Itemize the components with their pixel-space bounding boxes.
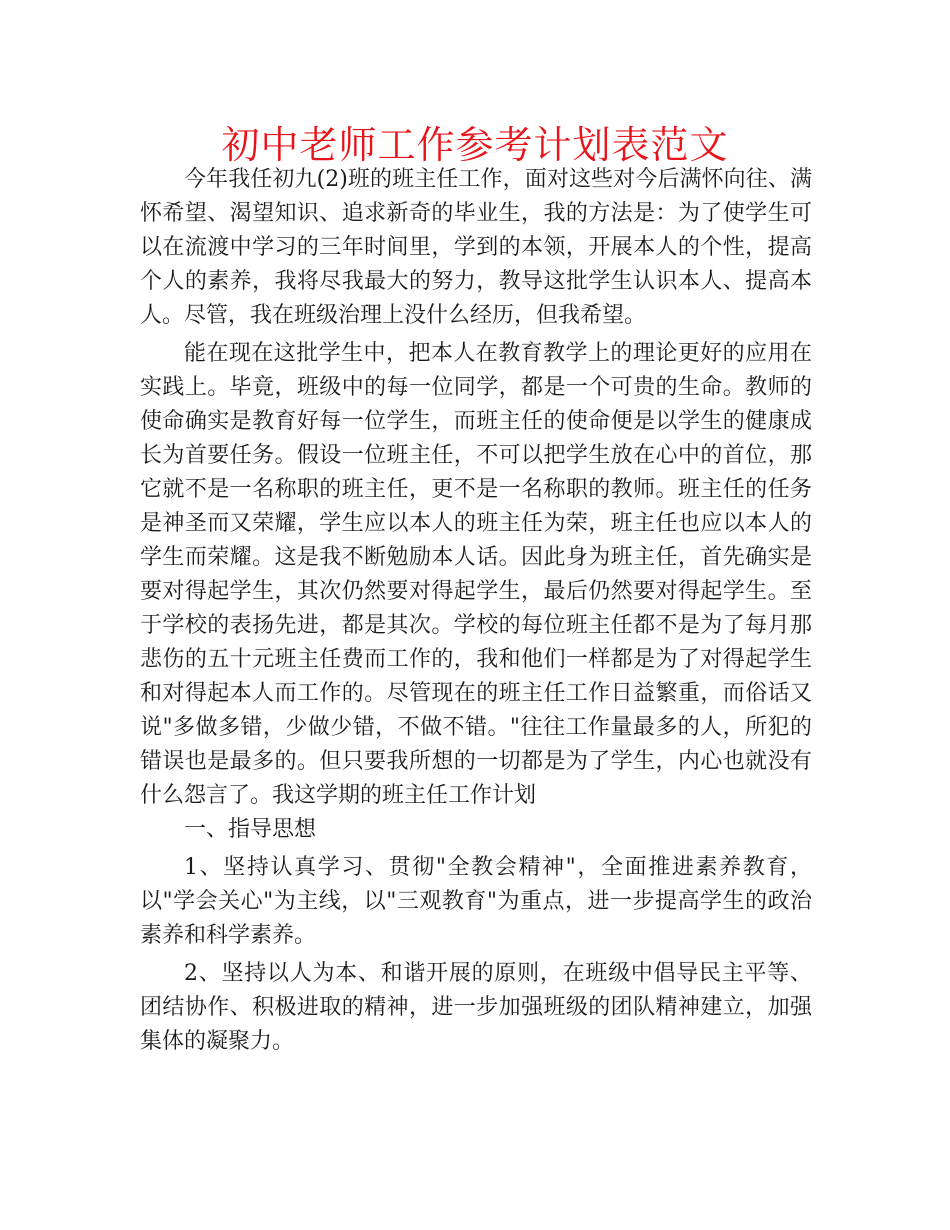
paragraph-mission: 能在现在这批学生中，把本人在教育教学上的理论更好的应用在实践上。毕竟，班级中的每一位同学，都是一个可贵的生命。教师的使命确实是教育好每一位学生，而班主任的使命便是以学生的健康成长为首要任务。假设一位班主任，不可以把学生放在心中的首位，那它就不是一名称职的班主任，更不是一名称职的教师。班主任的任务是神圣而又荣耀，学生应以本人的班主任为荣，班主任也应以本人的学生而荣耀。这是我不断勉励本人话。因此身为班主任，首先确实是要对得起学生，其次仍然要对得起学生，最后仍然要对得起学生。至于学校的表扬先进，都是其次。学校的每位班主任都不是为了每月那悲伤的五十元班主任费而工作的，我和他们一样都是为了对得起学生和对得起本人而工作的。尽管现在的班主任工作日益繁重，而俗话又说"多做多错，少做少错，不做不错。"往往工作量最多的人，所犯的错误也是最多的。但只要我所想的一切都是为了学生，内心也就没有什么怨言了。我这学期的班主任工作计划 (140, 341, 812, 808)
paragraph-item-2: 2、坚持以人为本、和谐开展的原则，在班级中倡导民主平等、团结协作、积极进取的精神，进一步加强班级的团队精神建立，加强集体的凝聚力。 (140, 961, 812, 1054)
paragraph-item-1: 1、坚持认真学习、贯彻"全教会精神"，全面推进素养教育，以"学会关心"为主线，以"三观教育"为重点，进一步提高学生的政治素养和科学素养。 (140, 855, 812, 948)
section-heading-guiding-ideology: 一、指导思想 (184, 817, 317, 842)
document-body (140, 163, 812, 1059)
paragraph-intro: 今年我任初九(2)班的班主任工作，面对这些对今后满怀向往、满怀希望、渴望知识、追求新奇的毕业生，我的方法是：为了使学生可以在流渡中学习的三年时间里，学到的本领，开展本人的个性，提高个人的素养，我将尽我最大的努力，教导这批学生认识本人、提高本人。尽管，我在班级治理上没什么经历，但我希望。 (140, 167, 812, 328)
page-title: 初中老师工作参考计划表范文 (221, 123, 729, 167)
